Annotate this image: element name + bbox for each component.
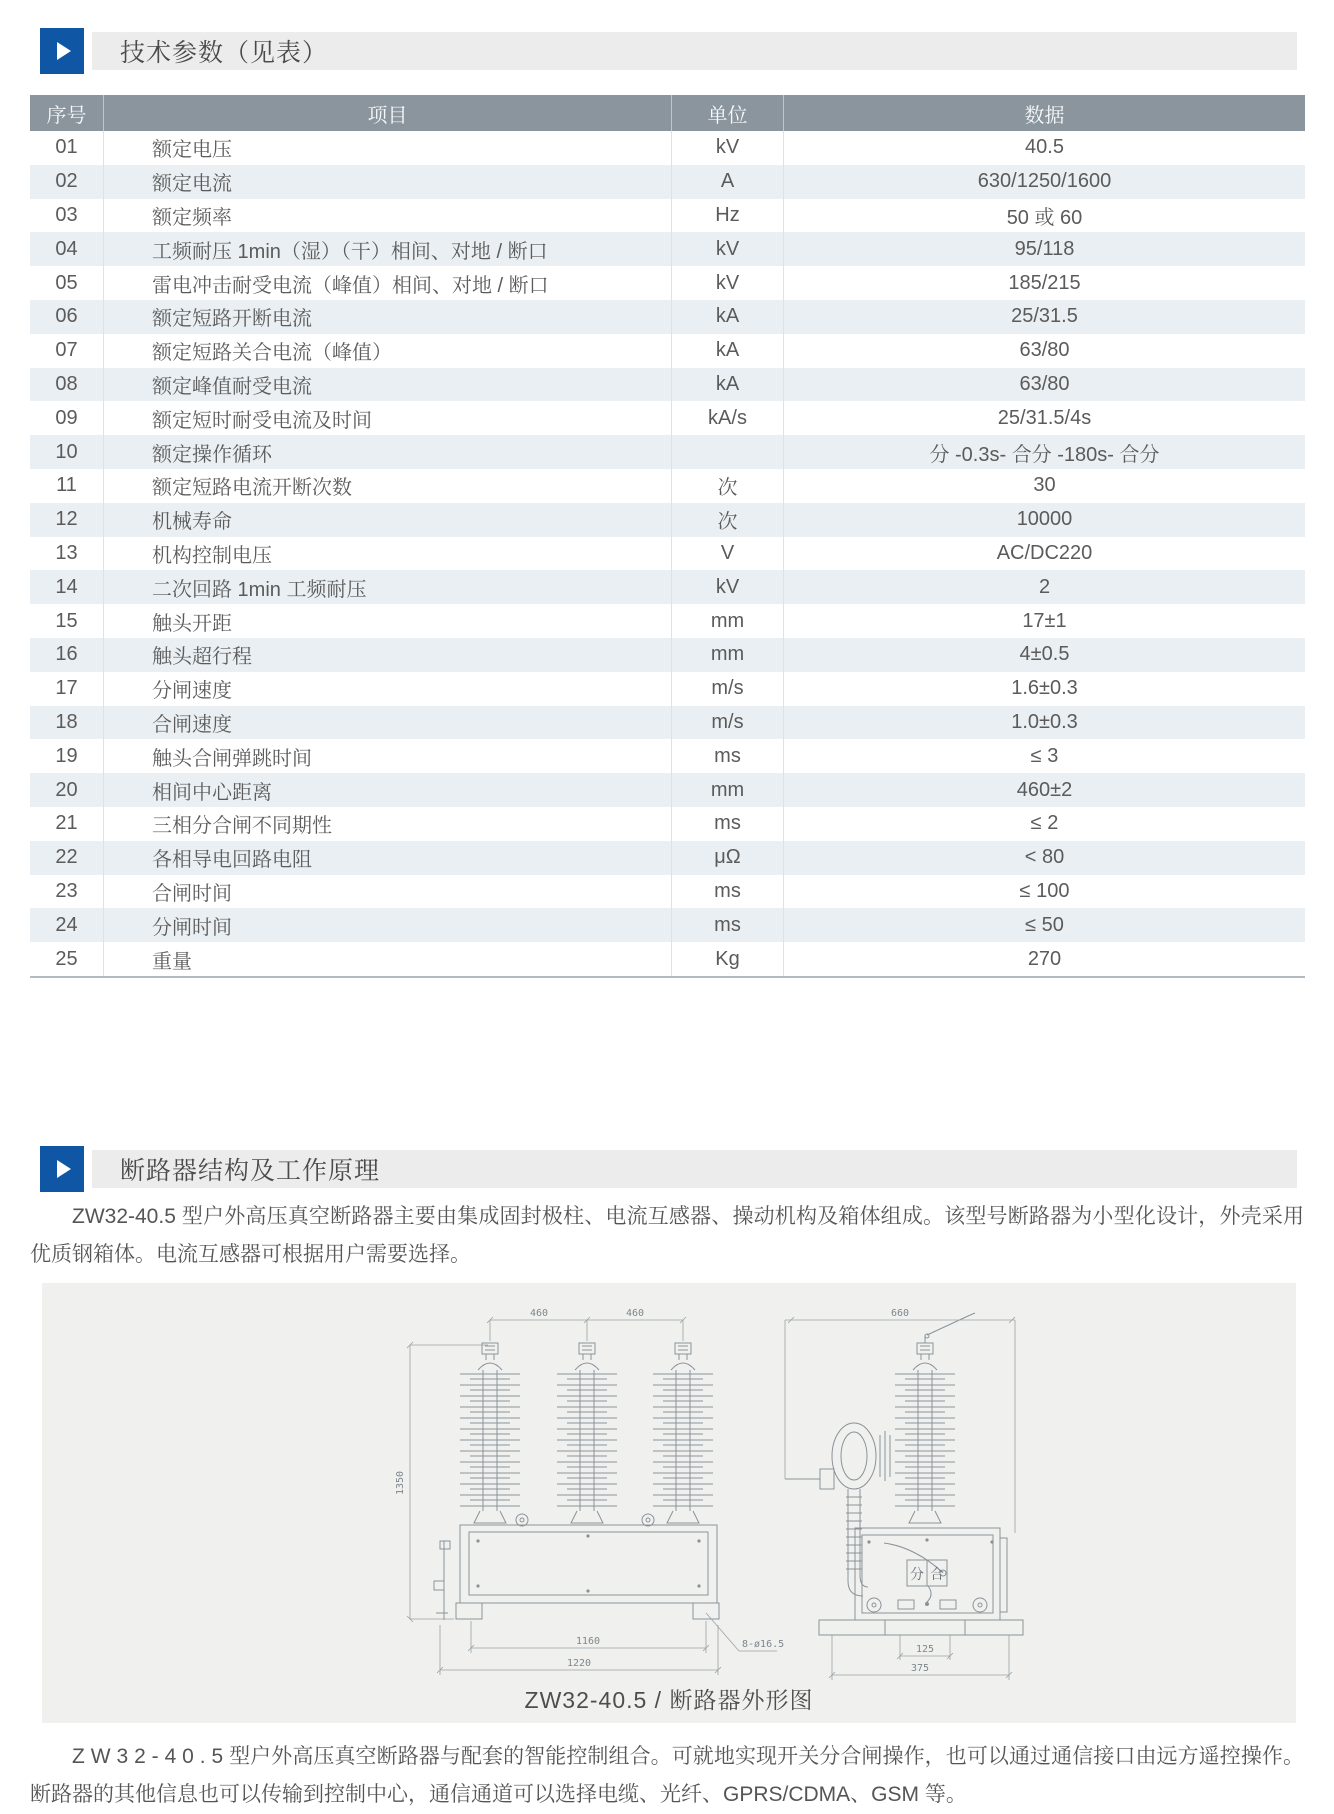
cell-data: 270 [1027, 947, 1062, 970]
cell-unit: kV [672, 131, 784, 165]
cell-item: 额定电压 [104, 131, 672, 165]
cell-data: AC/DC220 [996, 541, 1093, 564]
cell-item: 额定短时耐受电流及时间 [104, 401, 672, 435]
cell-data: 63/80 [1019, 339, 1070, 362]
table-row [30, 165, 1305, 199]
cell-data: ≤ 2 [1030, 812, 1059, 835]
cell-data: 185/215 [1008, 271, 1081, 294]
cell-item: 触头开距 [104, 604, 672, 638]
table-row [30, 469, 1305, 503]
cell-item: 合闸速度 [104, 706, 672, 740]
structure-description: ZW32-40.5 型户外高压真空断路器主要由集成固封极柱、电流互感器、操动机构及箱体组成。该型号断路器为小型化设计，外壳采用优质钢箱体。电流互感器可根据用户需要选择。 [30, 1205, 1304, 1266]
cell-unit: kA/s [672, 401, 784, 435]
cell-no: 18 [30, 706, 104, 740]
cell-item: 机械寿命 [104, 503, 672, 537]
svg-text:1350: 1350 [395, 1470, 406, 1496]
table-row [30, 638, 1305, 672]
outline-drawing-panel [42, 1283, 1296, 1723]
cell-unit: m/s [672, 672, 784, 706]
table-row [30, 131, 1305, 165]
cell-unit: μΩ [672, 841, 784, 875]
cell-no: 16 [30, 638, 104, 672]
table-body [30, 131, 1305, 976]
cell-unit: A [672, 165, 784, 199]
cell-unit: kV [672, 232, 784, 266]
section1-header-bar [92, 32, 1297, 70]
cell-no: 01 [30, 131, 104, 165]
cell-item: 额定电流 [104, 165, 672, 199]
cell-data: 4±0.5 [1019, 643, 1070, 666]
insulator-pole-side [895, 1343, 955, 1523]
table-row [30, 706, 1305, 740]
cell-data: 50 或 60 [1006, 206, 1083, 229]
table-row [30, 604, 1305, 638]
cell-data: 30 [1033, 474, 1056, 497]
cell-unit [672, 435, 784, 469]
cell-no: 08 [30, 368, 104, 402]
cell-data: 2 [1038, 575, 1051, 598]
table-row [30, 266, 1305, 300]
table-row [30, 807, 1305, 841]
svg-text:125: 125 [915, 1644, 935, 1655]
cell-data: < 80 [1024, 846, 1065, 869]
header-unit: 单位 [672, 95, 784, 131]
cell-data: 95/118 [1014, 237, 1075, 260]
cell-data: 460±2 [1016, 778, 1073, 801]
cell-data: 1.6±0.3 [1011, 677, 1078, 700]
cell-unit: Hz [672, 199, 784, 233]
cell-data: ≤ 100 [1019, 879, 1070, 902]
cell-item: 合闸时间 [104, 875, 672, 909]
svg-text:1220: 1220 [566, 1658, 592, 1669]
cell-item: 额定操作循环 [104, 435, 672, 469]
cell-no: 11 [30, 469, 104, 503]
svg-text:375: 375 [910, 1663, 930, 1674]
table-row [30, 739, 1305, 773]
cell-unit: 次 [672, 469, 784, 503]
section1-title: 技术参数（见表） [120, 39, 329, 67]
cell-no: 22 [30, 841, 104, 875]
table-row [30, 672, 1305, 706]
cell-no: 03 [30, 199, 104, 233]
cell-no: 10 [30, 435, 104, 469]
cell-item: 额定短路电流开断次数 [104, 469, 672, 503]
cell-unit: mm [672, 638, 784, 672]
cell-data: 40.5 [1025, 136, 1064, 159]
cell-item: 分闸速度 [104, 672, 672, 706]
cell-item: 各相导电回路电阻 [104, 841, 672, 875]
enclosure-front [434, 1514, 719, 1620]
cell-item: 额定频率 [104, 199, 672, 233]
cell-item: 三相分合闸不同期性 [104, 807, 672, 841]
header-item: 项目 [104, 95, 672, 131]
cell-data: 17±1 [1022, 609, 1067, 632]
table-row [30, 199, 1305, 233]
table-row [30, 841, 1305, 875]
cell-unit: mm [672, 773, 784, 807]
cell-data: 25/31.5 [1011, 305, 1078, 328]
cell-item: 额定短路关合电流（峰值） [104, 334, 672, 368]
drawing-caption: ZW32-40.5 / 断路器外形图 [524, 1687, 814, 1713]
table-row [30, 232, 1305, 266]
section-marker-icon [40, 28, 84, 74]
cell-no: 19 [30, 739, 104, 773]
cell-no: 02 [30, 165, 104, 199]
cell-item: 相间中心距离 [104, 773, 672, 807]
cell-no: 23 [30, 875, 104, 909]
cell-no: 12 [30, 503, 104, 537]
table-row [30, 537, 1305, 571]
cell-unit: ms [672, 908, 784, 942]
cell-item: 工频耐压 1min（湿）（干）相间、对地 / 断口 [104, 232, 672, 266]
table-row [30, 300, 1305, 334]
table-row [30, 368, 1305, 402]
cell-no: 07 [30, 334, 104, 368]
table-row [30, 908, 1305, 942]
insulator-pole-left [460, 1343, 520, 1523]
table-row [30, 435, 1305, 469]
svg-text:660: 660 [890, 1308, 910, 1319]
cell-item: 触头超行程 [104, 638, 672, 672]
cell-item: 重量 [104, 942, 672, 976]
cell-item: 二次回路 1min 工频耐压 [104, 570, 672, 604]
cell-unit: ms [672, 739, 784, 773]
svg-text:1160: 1160 [575, 1636, 601, 1647]
svg-text:8-ø16.5: 8-ø16.5 [742, 1639, 785, 1650]
table-row [30, 334, 1305, 368]
play-triangle-icon [57, 42, 71, 60]
cell-unit: V [672, 537, 784, 571]
cell-no: 09 [30, 401, 104, 435]
table-row [30, 773, 1305, 807]
cell-unit: 次 [672, 503, 784, 537]
cell-unit: ms [672, 807, 784, 841]
cell-unit: Kg [672, 942, 784, 976]
cell-data: ≤ 50 [1025, 913, 1064, 936]
cell-unit: ms [672, 875, 784, 909]
cell-no: 14 [30, 570, 104, 604]
table-row [30, 503, 1305, 537]
cell-unit: kV [672, 266, 784, 300]
table-row [30, 401, 1305, 435]
cell-unit: kA [672, 368, 784, 402]
svg-text:460: 460 [625, 1308, 645, 1319]
table-row [30, 875, 1305, 909]
cell-data: 1.0±0.3 [1011, 710, 1078, 733]
play-triangle-icon [57, 1160, 71, 1178]
cell-no: 20 [30, 773, 104, 807]
insulator-pole-middle [557, 1343, 617, 1523]
section2-title: 断路器结构及工作原理 [120, 1157, 381, 1185]
cell-unit: kA [672, 300, 784, 334]
insulator-pole-right [653, 1343, 713, 1523]
cell-item: 雷电冲击耐受电流（峰值）相间、对地 / 断口 [104, 266, 672, 300]
table-row [30, 942, 1305, 976]
section2-header-bar [92, 1150, 1297, 1188]
cell-item: 额定峰值耐受电流 [104, 368, 672, 402]
cell-unit: m/s [672, 706, 784, 740]
cell-unit: mm [672, 604, 784, 638]
table-row [30, 570, 1305, 604]
cell-no: 13 [30, 537, 104, 571]
indicator-close-label: 合 [930, 1566, 944, 1582]
cell-data: 63/80 [1019, 372, 1070, 395]
section-marker-icon [40, 1146, 84, 1192]
cell-item: 机构控制电压 [104, 537, 672, 571]
cell-item: 额定短路开断电流 [104, 300, 672, 334]
cell-data: 10000 [1016, 508, 1073, 531]
cell-data: ≤ 3 [1030, 744, 1059, 767]
cell-no: 17 [30, 672, 104, 706]
header-no: 序号 [30, 95, 104, 131]
header-data: 数据 [1024, 104, 1065, 127]
cell-no: 05 [30, 266, 104, 300]
indicator-open-label: 分 [910, 1566, 924, 1582]
cell-no: 04 [30, 232, 104, 266]
cell-no: 21 [30, 807, 104, 841]
cell-unit: kV [672, 570, 784, 604]
cell-data: 630/1250/1600 [977, 170, 1112, 193]
cell-unit: kA [672, 334, 784, 368]
svg-text:460: 460 [529, 1308, 549, 1319]
cell-no: 15 [30, 604, 104, 638]
cell-data: 分 -0.3s- 合分 -180s- 合分 [929, 443, 1160, 466]
cell-item: 分闸时间 [104, 908, 672, 942]
outline-drawing [42, 1283, 1296, 1723]
control-description: Z W 3 2 - 4 0 . 5 型户外高压真空断路器与配套的智能控制组合。可就地实现开关分合闸操作，也可以通过通信接口由远方遥控操作。断路器的其他信息也可以传输到控制中心，通信通道可以选择电缆、光纤、GPRS/CDMA、GSM 等。 [30, 1745, 1304, 1806]
cell-no: 24 [30, 908, 104, 942]
cell-no: 06 [30, 300, 104, 334]
parameters-table [30, 95, 1305, 978]
cell-no: 25 [30, 942, 104, 976]
side-view [785, 1313, 1023, 1635]
cell-data: 25/31.5/4s [997, 406, 1092, 429]
table-header-row [30, 95, 1305, 131]
cell-item: 触头合闸弹跳时间 [104, 739, 672, 773]
